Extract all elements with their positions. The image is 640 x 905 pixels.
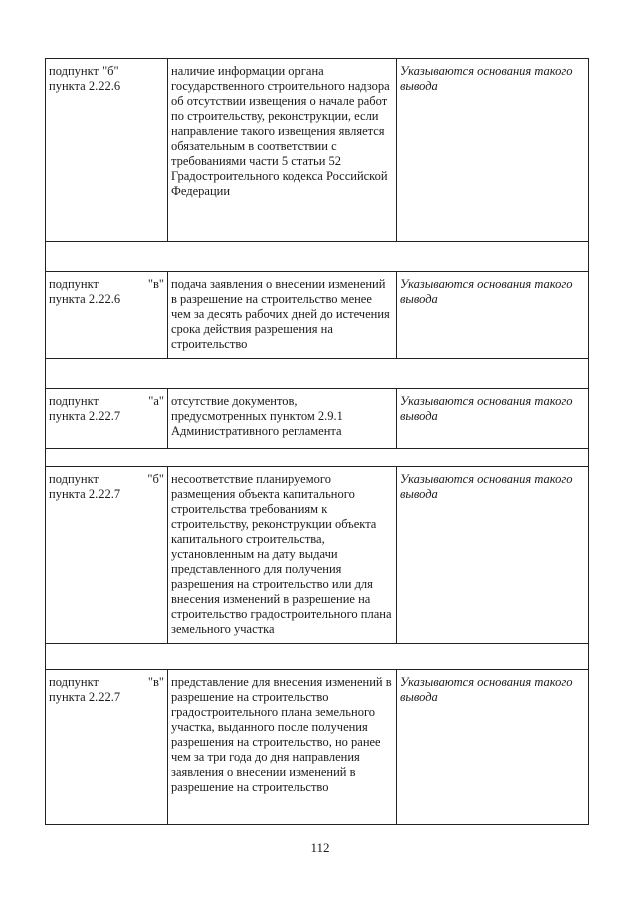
row-gap (46, 644, 589, 670)
ground-note: Указываются основания такого вывода (397, 59, 589, 242)
ground-text: представление для внесения изменений в разрешение на строительство градостроительного плана земельного участка, выданного после получения разрешения на строительство, но ранее чем за три года до дня направления заявления о внесении изменений в разрешение на строительство (168, 670, 397, 825)
ground-text: подача заявления о внесении изменений в разрешение на строительство менее чем за десять рабочих дней до истечения срока действия разрешения на строительство (168, 272, 397, 359)
row-gap (46, 359, 589, 389)
clause-reference (46, 272, 168, 359)
clause-letter: "в" (147, 675, 164, 689)
ground-text: наличие информации органа государственного строительного надзора об отсутствии извещения о начале работ по строительству, реконструкции, если направление такого извещения является обязательным в соответствии с требованиями части 5 статьи 52 Градостроительного кодекса Российской Федерации (168, 59, 397, 242)
ground-note: Указываются основания такого вывода (397, 389, 589, 449)
clause-paragraph: пункта 2.22.7 (49, 409, 121, 423)
grounds-table (45, 58, 589, 825)
clause-paragraph: пункта 2.22.7 (49, 487, 121, 501)
clause-word: подпункт (49, 394, 99, 408)
ground-note: Указываются основания такого вывода (397, 467, 589, 644)
ground-text: несоответствие планируемого размещения объекта капитального строительства требованиям к строительству, реконструкции объекта капитального строительства, установленным на дату выдачи представленного для получения разрешения на строительство или для внесения изменений в разрешение на строительство градостроительного плана земельного участка (168, 467, 397, 644)
table-row (46, 389, 589, 449)
ground-note: Указываются основания такого вывода (397, 670, 589, 825)
page-number: 112 (310, 840, 330, 855)
clause-word: подпункт (49, 472, 99, 486)
table-row (46, 467, 589, 644)
table-row (46, 59, 589, 242)
clause-reference (46, 59, 168, 242)
clause-letter: "в" (147, 277, 164, 291)
clause-paragraph: пункта 2.22.6 (49, 79, 121, 93)
table-row (46, 272, 589, 359)
table-row (46, 670, 589, 825)
clause-letter: "б" (147, 472, 164, 486)
row-gap (46, 449, 589, 467)
clause-reference (46, 670, 168, 825)
clause-paragraph: пункта 2.22.7 (49, 690, 121, 704)
ground-note: Указываются основания такого вывода (397, 272, 589, 359)
clause-paragraph: пункта 2.22.6 (49, 292, 121, 306)
clause-letter: "а" (148, 394, 164, 408)
row-gap (46, 242, 589, 272)
clause-word: подпункт (49, 675, 99, 689)
clause-reference (46, 467, 168, 644)
clause-word: подпункт (49, 277, 99, 291)
clause-reference (46, 389, 168, 449)
ground-text: отсутствие документов, предусмотренных пунктом 2.9.1 Административного регламента (168, 389, 397, 449)
clause-word: подпункт "б" (49, 64, 119, 78)
